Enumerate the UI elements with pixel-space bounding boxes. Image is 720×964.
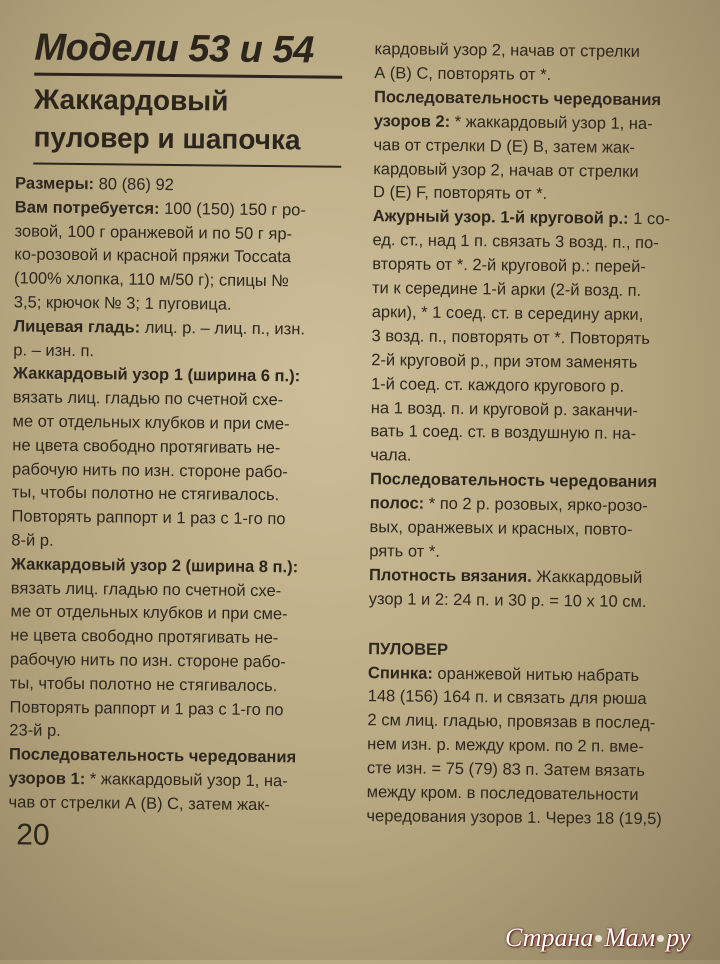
text-line [9, 744, 296, 769]
watermark-text: ру [666, 923, 690, 953]
page-subtitle [33, 81, 344, 160]
text-line [10, 625, 278, 650]
bold-heading: Жаккардовый узор 1 (ширина 6 п.): [13, 365, 300, 386]
body-text: 148 (156) 164 п. и связать для рюша [368, 687, 647, 708]
text-line [374, 62, 551, 86]
text-line [9, 767, 288, 792]
body-text: 3 возд. п., повторять от *. Повторять [371, 327, 650, 348]
body-text: рабочую нить по изн. стороне рабо- [10, 650, 286, 671]
text-line [374, 86, 661, 111]
text-line [367, 733, 644, 758]
text-line [9, 720, 61, 743]
body-text: Повторять раппорт и 1 раз с 1-го по [12, 508, 286, 529]
text-line [370, 444, 411, 466]
text-line [13, 363, 300, 388]
body-text: р. – изн. п. [13, 341, 94, 360]
bold-heading: Плотность вязания. [369, 566, 532, 586]
body-text: 8-й р. [11, 531, 53, 549]
text-line [368, 685, 647, 710]
text-line [371, 397, 638, 422]
bold-heading: Ажурный узор. 1-й круговой р.: [373, 207, 629, 228]
bold-heading: Последовательность чередования [9, 746, 296, 767]
bold-heading: Спинка: [368, 664, 433, 683]
watermark-logo [505, 920, 720, 956]
text-line [13, 315, 305, 340]
body-text: вторять от *. 2-й круговой р.: перей- [372, 255, 646, 276]
body-text: * по 2 р. розовых, ярко-розо- [424, 495, 648, 515]
text-line [12, 434, 280, 459]
subtitle-line: Жаккардовый [34, 81, 344, 122]
text-line [369, 516, 632, 541]
text-line [370, 468, 657, 493]
text-line [367, 781, 639, 806]
text-line [369, 588, 647, 613]
body-text: не цвета свободно протягивать не- [12, 436, 280, 457]
text-line [374, 110, 653, 135]
text-line [366, 805, 662, 830]
text-line [372, 277, 641, 302]
text-line [373, 158, 639, 183]
text-line [367, 757, 645, 782]
body-text: вязать лиц. гладью по счетной схе- [13, 389, 284, 410]
body-text: на 1 возд. п. и круговой р. заканчи- [371, 399, 638, 420]
bold-heading: Жаккардовый узор 2 (ширина 8 п.): [11, 555, 298, 576]
body-text: чав от стрелки D (E) B, затем жак- [373, 136, 635, 157]
text-line [370, 492, 648, 517]
body-text: * жаккардовый узор 1, на- [450, 113, 653, 133]
bold-heading: полос: [370, 494, 425, 513]
page-number: 20 [16, 818, 50, 852]
text-line [372, 301, 644, 326]
subtitle-underline [33, 163, 341, 168]
bold-heading: Размеры: [15, 174, 94, 193]
text-line [11, 506, 285, 531]
body-text: Жаккардовый [532, 568, 643, 587]
text-line [373, 182, 547, 206]
body-text: 80 (86) 92 [94, 175, 174, 194]
text-line [369, 564, 643, 589]
text-line [373, 134, 635, 159]
bold-heading: Лицевая гладь: [13, 317, 140, 336]
text-line [370, 420, 636, 445]
body-text: Повторять раппорт и 1 раз с 1-го по [10, 698, 284, 719]
body-text: (100% хлопка, 110 м/50 г); спицы № [14, 270, 289, 291]
body-text: А (В) С, повторять от *. [374, 64, 551, 84]
text-line [372, 229, 658, 254]
body-text: 23-й р. [9, 722, 61, 741]
subtitle-line: пуловер и шапочка [33, 119, 343, 160]
text-line [14, 291, 232, 315]
text-line [11, 529, 53, 551]
text-line [367, 709, 655, 734]
body-text: 2 см лиц. гладью, провязав в послед- [367, 711, 655, 732]
text-line [373, 205, 671, 230]
body-text: вязать лиц. гладью по счетной схе- [11, 579, 282, 600]
body-text: кардовый узор 2, начав от стрелки [373, 160, 639, 181]
text-line [9, 696, 283, 721]
text-line [11, 577, 282, 602]
body-text: рять от *. [369, 542, 440, 561]
watermark-dot-icon [595, 935, 602, 942]
body-text: 3,5; крючок № 3; 1 пуговица. [14, 293, 232, 313]
body-text: узор 1 и 2: 24 п. и 30 р. = 10 х 10 см. [369, 590, 647, 611]
body-text: D (E) F, повторять от *. [373, 184, 547, 204]
text-line [12, 458, 288, 483]
body-text: ме от отдельных клубков и при сме- [13, 412, 290, 433]
page-title: Модели 53 и 54 [34, 27, 344, 73]
text-line [371, 349, 637, 374]
title-underline [34, 73, 342, 79]
text-line [371, 373, 624, 398]
text-line [10, 672, 278, 697]
body-text: 2-й круговой р., при этом заменять [371, 351, 637, 372]
text-line [371, 325, 650, 350]
body-text: ти к середине 1-й арки (2-й возд. п. [372, 279, 641, 300]
text-line [374, 38, 640, 63]
text-line [368, 662, 639, 687]
body-text: оранжевой нитью набрать [433, 664, 640, 684]
text-line [8, 791, 270, 816]
body-text: 1 со- [628, 210, 670, 228]
text-line [12, 482, 280, 507]
body-text: ед. ст., над 1 п. связать 3 возд. п., по- [372, 231, 658, 252]
body-text: ме от отдельных клубков и при сме- [11, 603, 288, 624]
body-text: чередования узоров 1. Через 18 (19,5) [366, 807, 662, 828]
body-text: ты, чтобы полотно не стягивалось. [10, 674, 278, 695]
bold-heading: Вам потребуется: [15, 198, 160, 218]
body-text: не цвета свободно протягивать не- [10, 627, 278, 648]
text-line [15, 172, 174, 196]
watermark-text: Страна [505, 923, 593, 953]
body-text: чала. [370, 446, 411, 464]
body-text: ты, чтобы полотно не стягивалось. [12, 484, 280, 505]
body-text: сте изн. = 75 (79) 83 п. Затем вязать [367, 759, 645, 780]
body-text: чав от стрелки А (В) С, затем жак- [9, 793, 271, 814]
bold-heading: узоров 2: [374, 112, 451, 131]
text-line [13, 387, 284, 412]
text-line [14, 268, 289, 293]
body-text: зовой, 100 г оранжевой и по 50 г яр- [14, 222, 292, 243]
text-line [369, 540, 440, 563]
bold-heading: узоров 1: [9, 769, 86, 788]
body-text: арки), * 1 соед. ст. в середину арки, [372, 303, 644, 324]
body-text: кардовый узор 2, начав от стрелки [374, 40, 640, 61]
body-text: нем изн. р. между кром. по 2 п. вме- [367, 735, 644, 756]
body-text: ко-розовой и красной пряжи Toccata [14, 246, 291, 267]
text-line [368, 638, 448, 661]
text-line [14, 244, 291, 269]
body-text: вать 1 соед. ст. в воздушную п. на- [370, 422, 636, 443]
text-line [11, 553, 298, 578]
bold-heading: Последовательность чередования [374, 88, 661, 109]
text-line [10, 648, 286, 673]
bold-heading: ПУЛОВЕР [368, 640, 448, 659]
text-line [14, 220, 292, 245]
body-text: лиц. р. – лиц. п., изн. [140, 318, 305, 338]
text-line [15, 196, 306, 221]
body-text: 1-й соед. ст. каждого кругового р. [371, 375, 624, 396]
text-line [12, 410, 289, 435]
watermark-dot-icon [657, 935, 664, 942]
body-text: между кром. в последовательности [367, 783, 639, 804]
text-line [10, 601, 287, 626]
body-text: рабочую нить по изн. стороне рабо- [12, 460, 288, 481]
right-text-column [375, 0, 709, 3]
body-text: 100 (150) 150 г ро- [159, 200, 306, 220]
body-text: * жаккардовый узор 1, на- [85, 770, 288, 790]
watermark-text: Мам [604, 923, 655, 953]
body-text: вых, оранжевых и красных, повто- [369, 518, 632, 539]
text-line [372, 253, 646, 278]
text-line [13, 339, 94, 362]
bold-heading: Последовательность чередования [370, 470, 657, 491]
